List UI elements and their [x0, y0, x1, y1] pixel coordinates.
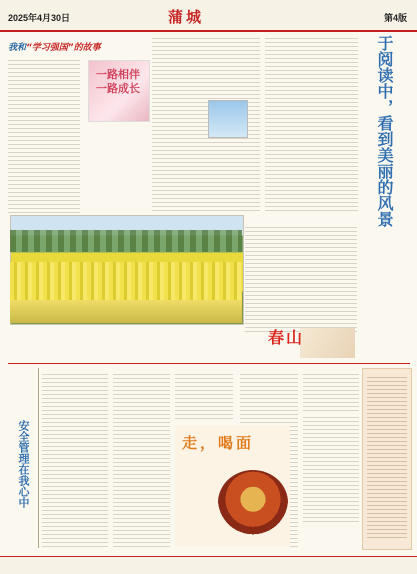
vertical-heading — [374, 35, 410, 275]
section-divider — [8, 363, 410, 364]
safety-article-text-cont — [113, 372, 170, 547]
noodle-article-intro — [175, 372, 233, 422]
issue-date: 2025年4月30日 — [8, 13, 71, 23]
poem-line: 一路相伴 — [96, 68, 140, 81]
feature-title-highlight: “学习强国”的故事 — [26, 43, 101, 53]
poem-photo-lines — [92, 68, 144, 96]
inset-photo — [208, 100, 248, 138]
sidebar-text — [367, 375, 407, 540]
field-ground — [10, 300, 242, 323]
masthead-title: 蒲城 — [168, 8, 205, 26]
right-sidebar — [362, 368, 412, 550]
feature-title — [8, 35, 148, 51]
spring-image — [300, 328, 355, 358]
page-header — [0, 0, 417, 32]
noodle-title: 走，喝面 — [182, 434, 255, 452]
page-number: 第4版 — [383, 13, 407, 23]
noodle-article-text-cont — [303, 415, 359, 525]
spring-title: 春山 — [268, 328, 305, 347]
page-footer — [0, 556, 417, 574]
feature-article-text — [8, 58, 80, 213]
reading-article-text-cont — [245, 225, 357, 333]
flower-field — [10, 262, 242, 300]
vertical-heading-text: 于阅读中，看到美丽的风景 — [375, 35, 394, 227]
feature-title-prefix: 我和 — [8, 43, 27, 53]
poem-line: 一路成长 — [96, 82, 140, 95]
safety-title: 安全管理在我心中 — [17, 420, 30, 508]
landscape-trees — [10, 230, 242, 252]
noodle-bowl — [218, 470, 288, 535]
safety-article-text — [42, 372, 108, 547]
reading-article-text — [265, 36, 358, 214]
noodle-article-text-top — [303, 372, 359, 412]
